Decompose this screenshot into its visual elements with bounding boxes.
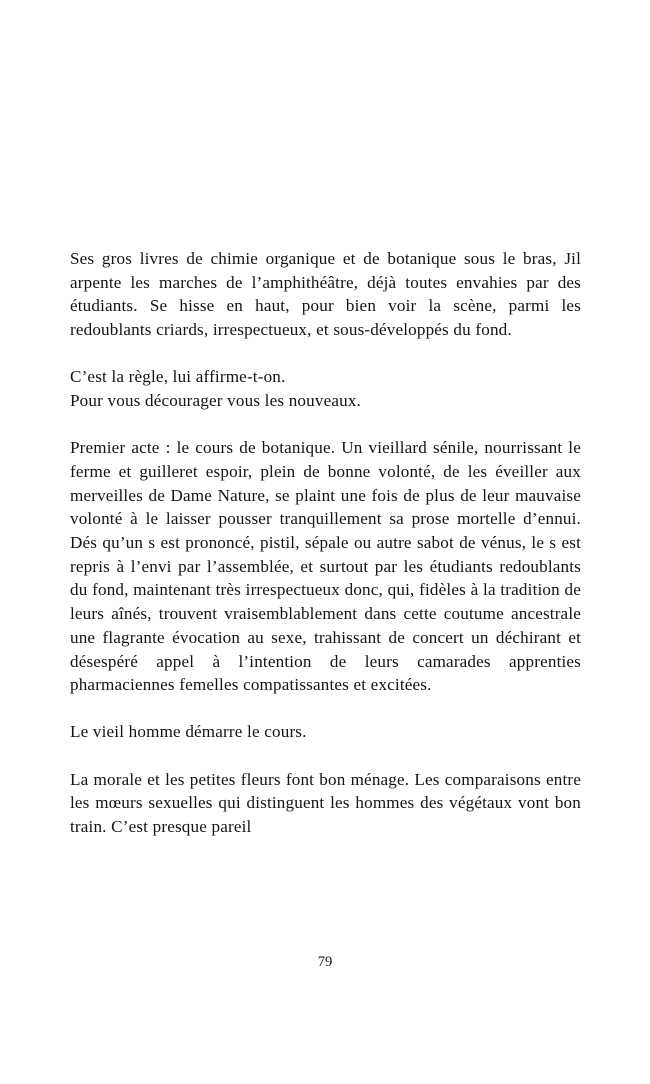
paragraph-4: Le vieil homme démarre le cours. — [70, 722, 307, 742]
paragraph-5: La morale et les petites fleurs font bon ménage. Les comparaisons entre les mœurs sexuelles qui distinguent les hommes des végétaux vont bon train. C’est presque pareil — [70, 769, 581, 837]
paragraph-3: Premier acte : le cours de botanique. Un vieillard sénile, nourrissant le ferme et guilleret espoir, plein de bonne volonté, de les éveiller aux merveilles de Dame Nature, se plaint une fois de plus de leur mauvaise volonté à le laisser pousser tranquillement sa prose mortelle d’ennui. Dés qu’un s est prononcé, pistil, sépale ou autre sabot de vénus, le s est repris à l’envi par l’assemblée, et surtout par les étudiants redoublants du fond, maintenant très irrespectueux donc, qui, fidèles à la tradition de leurs aînés, trouvent vraisemblablement dans cette coutume ancestrale une flagrante évocation au sexe, trahissant de concert un déchirant et désespéré appel à l’intention de leurs camarades apprenties pharmaciennes femelles compatissantes et excitées. — [70, 438, 581, 695]
paragraph-1: Ses gros livres de chimie organique et de botanique sous le bras, Jil arpente les marches de l’amphithéâtre, déjà toutes envahies par des étudiants. Se hisse en haut, pour bien voir la scène, parmi les redoublants criards, irrespectueux, et sous-développés du fond. — [70, 249, 581, 340]
body-text-column — [70, 247, 581, 839]
page-number: 79 — [317, 954, 333, 970]
paragraph-2-line-1: C’est la règle, lui affirme-t-on. — [70, 367, 286, 387]
paragraph-2-line-2: Pour vous décourager vous les nouveaux. — [70, 391, 361, 411]
